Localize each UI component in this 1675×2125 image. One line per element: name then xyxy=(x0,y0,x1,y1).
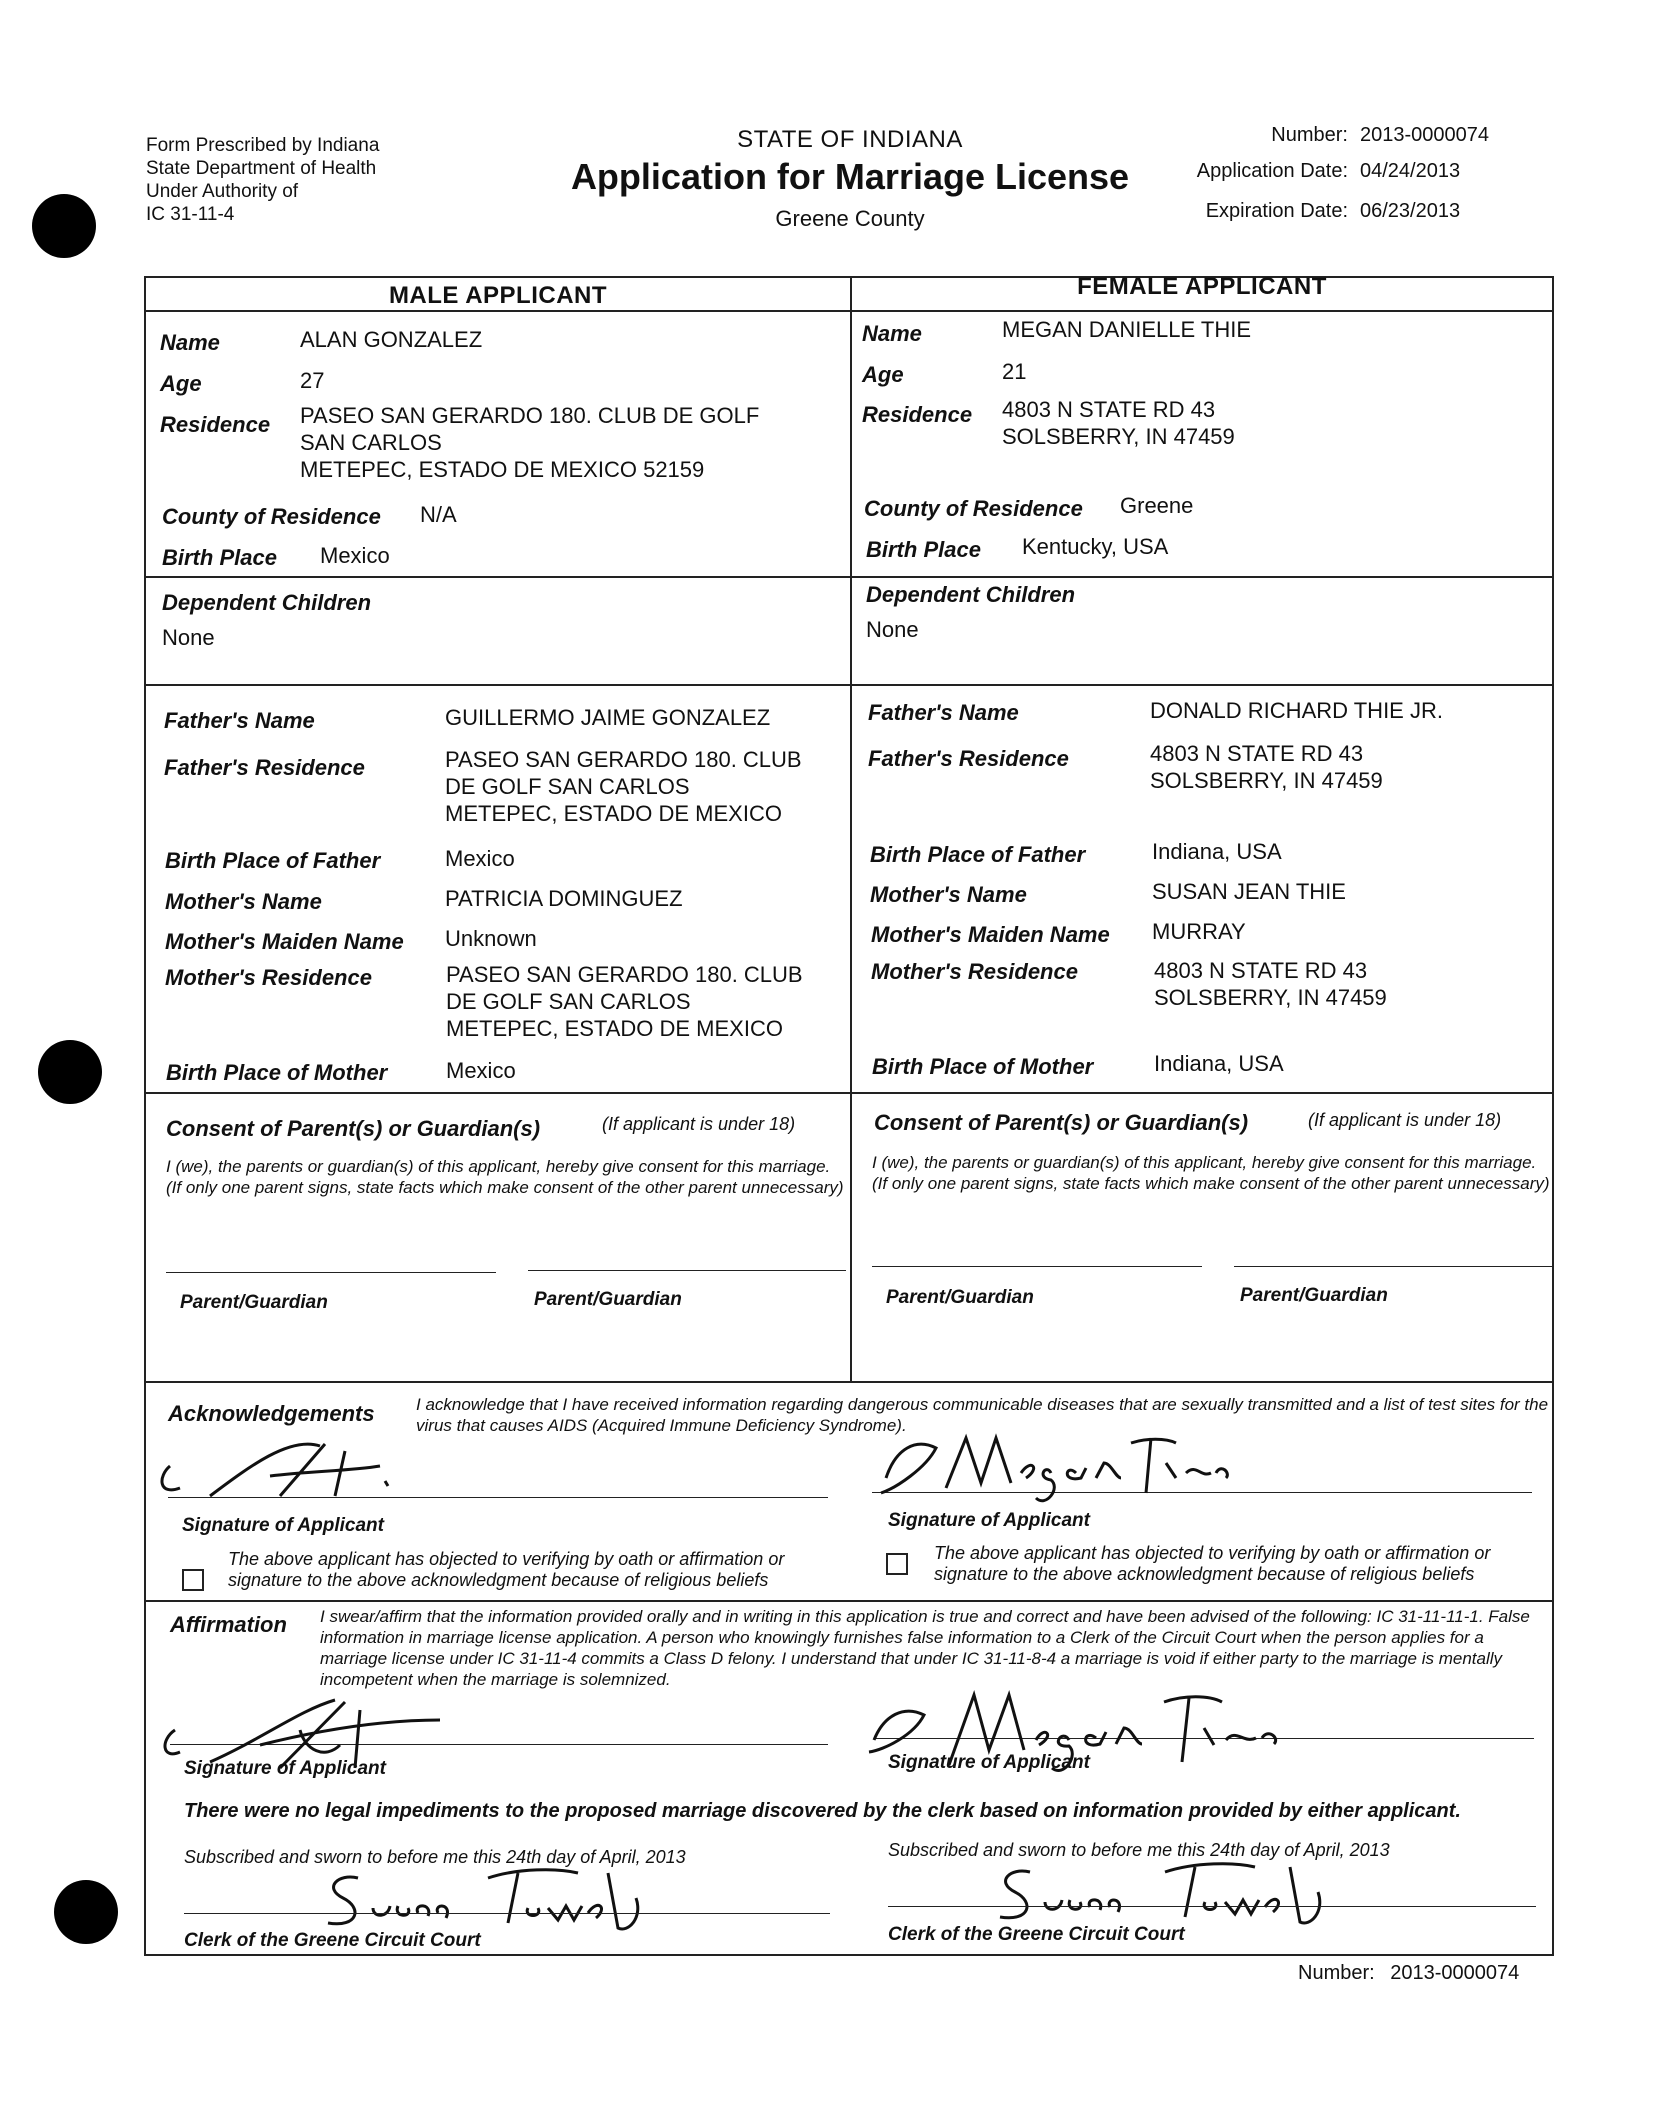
female-objection-text: The above applicant has objected to verifying by oath or affirmation or signature to the above acknowledgment because of religious beliefs xyxy=(934,1543,1491,1584)
footer-number: Number: 2013-0000074 xyxy=(1298,1962,1520,1984)
male-applicant-heading: MALE APPLICANT xyxy=(388,282,608,309)
county-heading: Greene County xyxy=(775,206,925,231)
license-number: Number: 2013-0000074 xyxy=(1271,124,1490,146)
male-father-name-label: Father's Name xyxy=(164,708,315,733)
female-age: 21 xyxy=(1002,359,1027,384)
clerk-label-right: Clerk of the Greene Circuit Court xyxy=(888,1924,1185,1945)
female-mother-residence: 4803 N STATE RD 43 SOLSBERRY, IN 47459 xyxy=(1154,958,1387,1010)
state-heading: STATE OF INDIANA xyxy=(737,126,963,153)
female-residence: 4803 N STATE RD 43 SOLSBERRY, IN 47459 xyxy=(1002,397,1235,449)
male-mother-birthplace-label: Birth Place of Mother xyxy=(166,1060,388,1085)
row-divider-parents xyxy=(144,684,1554,686)
male-children-label: Dependent Children xyxy=(162,590,372,615)
female-consent-note: (If applicant is under 18) xyxy=(1308,1110,1502,1130)
male-guardian-line-2 xyxy=(528,1270,846,1271)
clerk-line-left xyxy=(184,1913,830,1914)
row-divider-ack xyxy=(144,1381,1554,1383)
acknowledgements-label: Acknowledgements xyxy=(168,1401,375,1426)
form-line: Under Authority of xyxy=(146,181,299,202)
male-age-label: Age xyxy=(160,371,202,396)
clerk-line-right xyxy=(888,1906,1536,1907)
male-mother-maiden: Unknown xyxy=(445,926,537,951)
female-ack-signature xyxy=(876,1418,1236,1508)
male-mother-residence: PASEO SAN GERARDO 180. CLUB DE GOLF SAN CARLOS METEPEC, ESTADO DE MEXICO xyxy=(446,962,803,1041)
male-consent-note: (If applicant is under 18) xyxy=(602,1114,796,1134)
female-birthplace: Kentucky, USA xyxy=(1022,534,1169,559)
male-mother-birthplace: Mexico xyxy=(446,1058,516,1083)
male-birthplace: Mexico xyxy=(320,543,390,568)
female-father-name-label: Father's Name xyxy=(868,700,1019,725)
punch-hole-bottom xyxy=(54,1880,118,1944)
punch-hole-top xyxy=(32,194,96,258)
acknowledgements-text: I acknowledge that I have received information regarding dangerous communicable diseases that are sexually transmitted and a list of test sites for the virus that causes AIDS (Acquired Immune Deficiency Syndrome). xyxy=(416,1395,1549,1435)
application-date: Application Date: 04/24/2013 xyxy=(1196,160,1461,182)
female-mother-maiden-label: Mother's Maiden Name xyxy=(871,922,1110,947)
male-objection-checkbox[interactable] xyxy=(182,1569,204,1591)
female-guardian-line-1 xyxy=(872,1266,1202,1267)
form-line: State Department of Health xyxy=(146,158,377,179)
clerk-signature-right xyxy=(990,1852,1350,1932)
male-consent-title: Consent of Parent(s) or Guardian(s) xyxy=(166,1116,541,1141)
female-mother-maiden: MURRAY xyxy=(1152,919,1246,944)
male-subscribed-text: Subscribed and sworn to before me this 24th day of April, 2013 xyxy=(184,1847,686,1867)
female-father-birthplace-label: Birth Place of Father xyxy=(870,842,1086,867)
male-father-name: GUILLERMO JAIME GONZALEZ xyxy=(445,705,771,730)
female-objection-checkbox[interactable] xyxy=(886,1553,908,1575)
male-residence: PASEO SAN GERARDO 180. CLUB DE GOLF SAN CARLOS METEPEC, ESTADO DE MEXICO 52159 xyxy=(300,403,760,482)
male-guardian-label-2: Parent/Guardian xyxy=(534,1289,682,1310)
document-title: Application for Marriage License xyxy=(570,156,1130,197)
male-name: ALAN GONZALEZ xyxy=(300,327,483,352)
affirmation-label: Affirmation xyxy=(170,1612,287,1637)
male-ack-signature-label: Signature of Applicant xyxy=(182,1515,384,1536)
female-consent-title: Consent of Parent(s) or Guardian(s) xyxy=(874,1110,1249,1135)
female-county-label: County of Residence xyxy=(864,496,1083,521)
female-name-label: Name xyxy=(862,321,922,346)
row-divider-children xyxy=(144,576,1554,578)
punch-hole-middle xyxy=(38,1040,102,1104)
female-age-label: Age xyxy=(862,362,904,387)
center-divider xyxy=(850,276,852,1381)
clerk-signature-left xyxy=(318,1858,658,1938)
affirmation-text: I swear/affirm that the information provided orally and in writing in this application is true and correct and have been advised of the following: IC 31-11-11-1. False information in marriage license application. A person who knowingly furnishes false information to a Clerk of the Circuit Court when the person applies for a marriage license under IC 31-11-4 commits a Class D felony. I understand that under IC 31-11-8-4 a marriage is void if either party to the marriage is mentally incompetent when the marriage is solemnized. xyxy=(320,1607,1530,1689)
male-residence-label: Residence xyxy=(160,412,271,437)
male-father-birthplace-label: Birth Place of Father xyxy=(165,848,381,873)
male-birthplace-label: Birth Place xyxy=(162,545,277,570)
male-father-residence: PASEO SAN GERARDO 180. CLUB DE GOLF SAN CARLOS METEPEC, ESTADO DE MEXICO xyxy=(445,747,802,826)
female-county: Greene xyxy=(1120,493,1194,518)
female-father-birthplace: Indiana, USA xyxy=(1152,839,1282,864)
frame-bottom xyxy=(144,1954,1554,1956)
row-divider-affirm xyxy=(144,1600,1554,1602)
female-mother-residence-label: Mother's Residence xyxy=(871,959,1078,984)
male-father-residence-label: Father's Residence xyxy=(164,755,365,780)
clerk-label-left: Clerk of the Greene Circuit Court xyxy=(184,1930,481,1951)
female-mother-name-label: Mother's Name xyxy=(870,882,1027,907)
row-divider-consent xyxy=(144,1092,1554,1094)
female-mother-birthplace-label: Birth Place of Mother xyxy=(872,1054,1094,1079)
female-mother-birthplace: Indiana, USA xyxy=(1154,1051,1284,1076)
male-father-birthplace: Mexico xyxy=(445,846,515,871)
form-line: IC 31-11-4 xyxy=(146,204,235,225)
female-birthplace-label: Birth Place xyxy=(866,537,981,562)
male-name-label: Name xyxy=(160,330,220,355)
frame-left xyxy=(144,276,146,1956)
female-ack-signature-label: Signature of Applicant xyxy=(888,1510,1090,1531)
male-objection-text: The above applicant has objected to verifying by oath or affirmation or signature to the above acknowledgment because of religious beliefs xyxy=(228,1549,785,1590)
heading-underline xyxy=(144,310,1554,312)
male-age: 27 xyxy=(300,368,325,393)
male-mother-name-label: Mother's Name xyxy=(165,889,322,914)
impediments-statement: There were no legal impediments to the proposed marriage discovered by the clerk based on information provided by either applicant. xyxy=(184,1800,1461,1822)
male-consent-text: I (we), the parents or guardian(s) of this applicant, hereby give consent for this marriage. (If only one parent signs, state facts which make consent of the other parent unnecessary) xyxy=(166,1157,844,1197)
female-father-residence: 4803 N STATE RD 43 SOLSBERRY, IN 47459 xyxy=(1150,741,1383,793)
female-father-residence-label: Father's Residence xyxy=(868,746,1069,771)
female-affirm-signature-label: Signature of Applicant xyxy=(888,1752,1090,1773)
female-father-name: DONALD RICHARD THIE JR. xyxy=(1150,698,1443,723)
form-prescribed-block xyxy=(146,134,379,226)
male-county: N/A xyxy=(420,502,457,527)
female-mother-name: SUSAN JEAN THIE xyxy=(1152,879,1346,904)
male-affirm-signature-label: Signature of Applicant xyxy=(184,1758,386,1779)
female-residence-label: Residence xyxy=(862,402,973,427)
female-consent-text: I (we), the parents or guardian(s) of this applicant, hereby give consent for this marriage. (If only one parent signs, state facts which make consent of the other parent unnecessary) xyxy=(872,1153,1550,1193)
female-children-label: Dependent Children xyxy=(866,582,1076,607)
male-mother-residence-label: Mother's Residence xyxy=(165,965,372,990)
male-guardian-label-1: Parent/Guardian xyxy=(180,1292,328,1313)
expiration-date: Expiration Date: 06/23/2013 xyxy=(1205,200,1461,222)
female-name: MEGAN DANIELLE THIE xyxy=(1002,317,1251,342)
male-county-label: County of Residence xyxy=(162,504,381,529)
male-ack-signature xyxy=(150,1426,450,1516)
male-guardian-line-1 xyxy=(166,1272,496,1273)
male-children: None xyxy=(162,625,215,650)
female-guardian-line-2 xyxy=(1234,1266,1552,1267)
form-line: Form Prescribed by Indiana xyxy=(146,135,380,156)
female-applicant-heading: FEMALE APPLICANT xyxy=(1077,273,1327,300)
male-mother-name: PATRICIA DOMINGUEZ xyxy=(445,886,683,911)
female-guardian-label-2: Parent/Guardian xyxy=(1240,1285,1388,1306)
female-children: None xyxy=(866,617,919,642)
male-mother-maiden-label: Mother's Maiden Name xyxy=(165,929,404,954)
female-subscribed-text: Subscribed and sworn to before me this 24th day of April, 2013 xyxy=(888,1840,1390,1860)
female-guardian-label-1: Parent/Guardian xyxy=(886,1287,1034,1308)
frame-right xyxy=(1552,276,1554,1956)
